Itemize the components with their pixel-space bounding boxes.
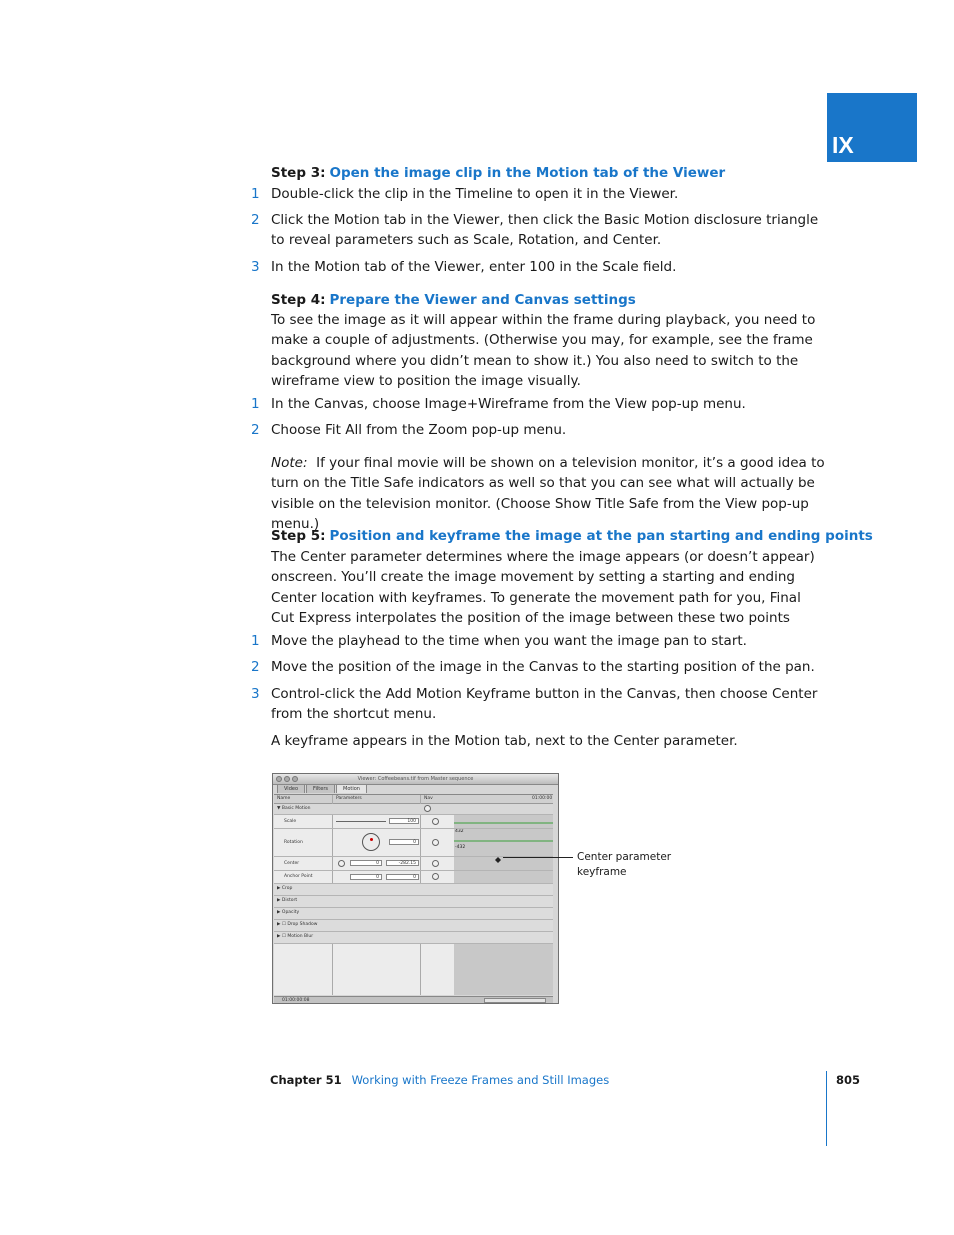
step5-intro: The Center parameter determines where the image appears (or doesn’t appear) onscreen. You’ll create the image movement by setting a starting and ending Center location with keyframes. To generate the movement path for you, Final Cut Express interpolates the position of the image between these two points xyxy=(271,549,815,626)
footer-rule xyxy=(826,1071,827,1146)
step5-title: Position and keyframe the image at the pan starting and ending points xyxy=(329,528,873,544)
close-dot-icon xyxy=(276,776,282,782)
minimize-dot-icon xyxy=(284,776,290,782)
keyframe-button-icon xyxy=(432,818,439,825)
part-tab-label: IX xyxy=(832,132,854,158)
keyframe-button-icon xyxy=(432,860,439,867)
zoom-slider xyxy=(484,998,546,1003)
motion-grid xyxy=(274,794,553,995)
row-crop xyxy=(274,884,553,896)
step4-num-2: 2 xyxy=(251,422,260,438)
step3-item-3: In the Motion tab of the Viewer, enter 100 in the Scale field. xyxy=(271,259,677,275)
step3-num-1: 1 xyxy=(251,186,260,202)
crop-label: ▶ Crop xyxy=(277,886,293,891)
timecode: 01:00:00:08 xyxy=(282,998,310,1003)
step5-num-2: 2 xyxy=(251,659,260,675)
rotation-field: 0 xyxy=(389,839,419,845)
row-distort xyxy=(274,896,553,908)
step5-item-1: Move the playhead to the time when you want the image pan to start. xyxy=(271,633,747,649)
step5-num-3: 3 xyxy=(251,686,260,702)
footer-chapter xyxy=(270,1073,609,1087)
row-basic-motion xyxy=(274,804,553,815)
step5-label: Step 5: xyxy=(271,528,326,544)
col-parameters: Parameters xyxy=(336,796,362,801)
step5-item-2: Move the position of the image in the Canvas to the starting position of the pan. xyxy=(271,659,815,675)
note-text: If your final movie will be shown on a television monitor, it’s a good idea to turn on the Title Safe indicators as well so that you can see what will actually be visible on the television monitor. (Choose Show Title Safe from the View pop-up menu.) xyxy=(271,455,825,532)
callout-line1: Center parameter xyxy=(577,851,672,863)
opacity-label: ▶ Opacity xyxy=(277,910,300,915)
note-label: Note: xyxy=(271,455,308,471)
callout-label xyxy=(577,850,671,880)
viewer-screenshot xyxy=(272,773,559,1004)
grid-header xyxy=(274,795,553,804)
step4-num-1: 1 xyxy=(251,396,260,412)
scale-label: Scale xyxy=(284,819,297,824)
anchor-y-field: 0 xyxy=(386,874,419,880)
rotation-min: -432 xyxy=(455,845,466,850)
step4-label: Step 4: xyxy=(271,292,326,308)
rotation-label: Rotation xyxy=(284,840,303,845)
viewer-tabs xyxy=(277,784,368,793)
step4-heading xyxy=(271,291,636,309)
crosshair-icon xyxy=(338,860,345,867)
center-x-field: 0 xyxy=(350,860,382,866)
col-nav: Nav xyxy=(424,796,433,801)
drop-shadow-label: ▶ ☐ Drop Shadow xyxy=(277,922,318,927)
row-rotation xyxy=(274,829,553,857)
scale-field: 100 xyxy=(389,818,419,824)
viewer-title: Viewer: Coffeebeans.tif from Master sequence xyxy=(357,776,474,782)
step3-num-3: 3 xyxy=(251,259,260,275)
row-opacity xyxy=(274,908,553,920)
chapter-title: Working with Freeze Frames and Still Images xyxy=(351,1073,610,1087)
col-name: Name xyxy=(277,796,291,801)
keyframe-button-icon xyxy=(432,873,439,880)
anchor-x-field: 0 xyxy=(350,874,382,880)
center-y-field: -282.15 xyxy=(386,860,419,866)
rotation-dial-icon xyxy=(362,833,380,851)
step5-item-3: Control-click the Add Motion Keyframe button in the Canvas, then choose Center from the shortcut menu. xyxy=(271,686,818,723)
step3-item-2: Click the Motion tab in the Viewer, then click the Basic Motion disclosure triangle to reveal parameters such as Scale, Rotation, and Center. xyxy=(271,212,819,249)
viewer-footer xyxy=(274,996,553,1004)
row-motion-blur xyxy=(274,932,553,944)
step5-result: A keyframe appears in the Motion tab, next to the Center parameter. xyxy=(271,733,738,749)
rotation-dial-dot xyxy=(370,838,373,841)
row-anchor xyxy=(274,871,553,884)
page-number: 805 xyxy=(836,1073,861,1087)
basic-motion-label: ▼ Basic Motion xyxy=(277,806,311,811)
tab-motion: Motion xyxy=(336,784,367,793)
part-tab xyxy=(827,93,917,162)
center-label: Center xyxy=(284,861,300,866)
motion-blur-label: ▶ ☐ Motion Blur xyxy=(277,934,314,939)
step4-note xyxy=(271,453,826,534)
step3-title: Open the image clip in the Motion tab of the Viewer xyxy=(329,165,726,181)
step4-title: Prepare the Viewer and Canvas settings xyxy=(329,292,636,308)
keyframe-button-icon xyxy=(432,839,439,846)
step3-label: Step 3: xyxy=(271,165,326,181)
scale-slider xyxy=(336,821,386,822)
step5-num-1: 1 xyxy=(251,633,260,649)
callout-line xyxy=(503,857,573,858)
step3-heading xyxy=(271,164,725,182)
step4-item-1: In the Canvas, choose Image+Wireframe from the View pop-up menu. xyxy=(271,396,746,412)
zoom-dot-icon xyxy=(292,776,298,782)
row-center xyxy=(274,857,553,871)
step4-intro: To see the image as it will appear within the frame during playback, you need to make a couple of adjustments. (Otherwise you may, for example, see the frame background where you didn’t mean to show it.) You also need to switch to the wireframe view to position the image visually. xyxy=(271,312,816,389)
reset-icon xyxy=(424,805,431,812)
step3-item-1: Double-click the clip in the Timeline to open it in the Viewer. xyxy=(271,186,679,202)
tab-filters: Filters xyxy=(306,784,335,793)
col-timecode: 01:00:00 xyxy=(532,796,553,801)
tab-video: Video xyxy=(277,784,305,793)
callout-line2: keyframe xyxy=(577,866,627,878)
row-drop-shadow xyxy=(274,920,553,932)
rotation-max: 432 xyxy=(455,829,464,834)
chapter-number: Chapter 51 xyxy=(270,1073,342,1087)
step5-heading xyxy=(271,527,873,545)
step3-num-2: 2 xyxy=(251,212,260,228)
distort-label: ▶ Distort xyxy=(277,898,298,903)
step4-item-2: Choose Fit All from the Zoom pop-up menu. xyxy=(271,422,567,438)
row-scale xyxy=(274,815,553,829)
anchor-label: Anchor Point xyxy=(284,874,313,879)
